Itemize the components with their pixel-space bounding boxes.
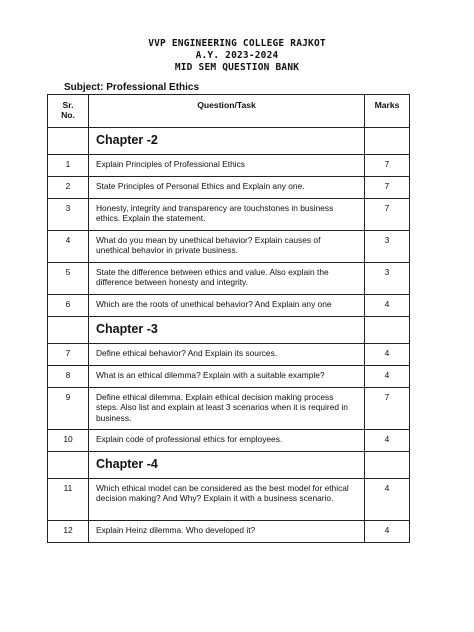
question-marks: 4 bbox=[365, 295, 410, 317]
table-row bbox=[48, 177, 410, 199]
table-row bbox=[48, 388, 410, 430]
table-row bbox=[48, 263, 410, 295]
table-header-row bbox=[48, 95, 410, 128]
question-text: Define ethical dilemma. Explain ethical decision making process steps. Also list and explain at least 3 scenarios when it is required in business. bbox=[89, 388, 365, 430]
chapter-row-sr-empty bbox=[48, 452, 89, 479]
table-row bbox=[48, 366, 410, 388]
header-sr-no: Sr. No. bbox=[48, 95, 89, 128]
question-number: 12 bbox=[48, 521, 89, 543]
chapter-row-sr-empty bbox=[48, 128, 89, 155]
question-number: 9 bbox=[48, 388, 89, 430]
table-row bbox=[48, 430, 410, 452]
question-text: Which are the roots of unethical behavior? And Explain any one bbox=[89, 295, 365, 317]
question-table bbox=[47, 94, 410, 543]
chapter-row bbox=[48, 128, 410, 155]
document-title: MID SEM QUESTION BANK bbox=[174, 62, 300, 73]
table-body bbox=[48, 128, 410, 543]
question-number: 1 bbox=[48, 155, 89, 177]
question-number: 3 bbox=[48, 199, 89, 231]
question-text: Explain Heinz dilemma. Who developed it? bbox=[89, 521, 365, 543]
chapter-row-marks-empty bbox=[365, 128, 410, 155]
question-text: Explain code of professional ethics for employees. bbox=[89, 430, 365, 452]
chapter-title: Chapter -3 bbox=[89, 317, 365, 344]
question-number: 10 bbox=[48, 430, 89, 452]
chapter-row bbox=[48, 452, 410, 479]
header-marks: Marks bbox=[365, 95, 410, 128]
question-text: State the difference between ethics and value. Also explain the difference between honesty and integrity. bbox=[89, 263, 365, 295]
chapter-row-marks-empty bbox=[365, 452, 410, 479]
table-row bbox=[48, 521, 410, 543]
question-marks: 7 bbox=[365, 388, 410, 430]
question-marks: 3 bbox=[365, 263, 410, 295]
question-number: 4 bbox=[48, 231, 89, 263]
question-text: State Principles of Personal Ethics and Explain any one. bbox=[89, 177, 365, 199]
table-row bbox=[48, 344, 410, 366]
question-text: What do you mean by unethical behavior? Explain causes of unethical behavior in private business. bbox=[89, 231, 365, 263]
question-text: What is an ethical dilemma? Explain with a suitable example? bbox=[89, 366, 365, 388]
header-question: Question/Task bbox=[89, 95, 365, 128]
question-marks: 4 bbox=[365, 430, 410, 452]
table-row bbox=[48, 199, 410, 231]
chapter-row bbox=[48, 317, 410, 344]
chapter-title: Chapter -4 bbox=[89, 452, 365, 479]
question-marks: 7 bbox=[365, 199, 410, 231]
question-number: 5 bbox=[48, 263, 89, 295]
table-row bbox=[48, 155, 410, 177]
chapter-row-sr-empty bbox=[48, 317, 89, 344]
question-number: 8 bbox=[48, 366, 89, 388]
question-number: 7 bbox=[48, 344, 89, 366]
question-marks: 3 bbox=[365, 231, 410, 263]
question-text: Explain Principles of Professional Ethics bbox=[89, 155, 365, 177]
table-row bbox=[48, 231, 410, 263]
question-text: Which ethical model can be considered as the best model for ethical decision making? And Why? Explain it with a business scenario. bbox=[89, 479, 365, 521]
table-row bbox=[48, 479, 410, 521]
academic-year: A.Y. 2023-2024 bbox=[195, 50, 279, 61]
question-text: Honesty, integrity and transparency are touchstones in business ethics. Explain the statement. bbox=[89, 199, 365, 231]
subject-label: Subject: Professional Ethics bbox=[64, 82, 200, 93]
question-text: Define ethical behavior? And Explain its sources. bbox=[89, 344, 365, 366]
question-number: 11 bbox=[48, 479, 89, 521]
question-marks: 4 bbox=[365, 521, 410, 543]
document-header bbox=[0, 38, 474, 74]
chapter-title: Chapter -2 bbox=[89, 128, 365, 155]
question-marks: 4 bbox=[365, 344, 410, 366]
question-number: 6 bbox=[48, 295, 89, 317]
question-number: 2 bbox=[48, 177, 89, 199]
question-marks: 4 bbox=[365, 366, 410, 388]
college-name: VVP ENGINEERING COLLEGE RAJKOT bbox=[148, 38, 326, 49]
question-marks: 7 bbox=[365, 177, 410, 199]
question-marks: 4 bbox=[365, 479, 410, 521]
question-marks: 7 bbox=[365, 155, 410, 177]
table-row bbox=[48, 295, 410, 317]
chapter-row-marks-empty bbox=[365, 317, 410, 344]
